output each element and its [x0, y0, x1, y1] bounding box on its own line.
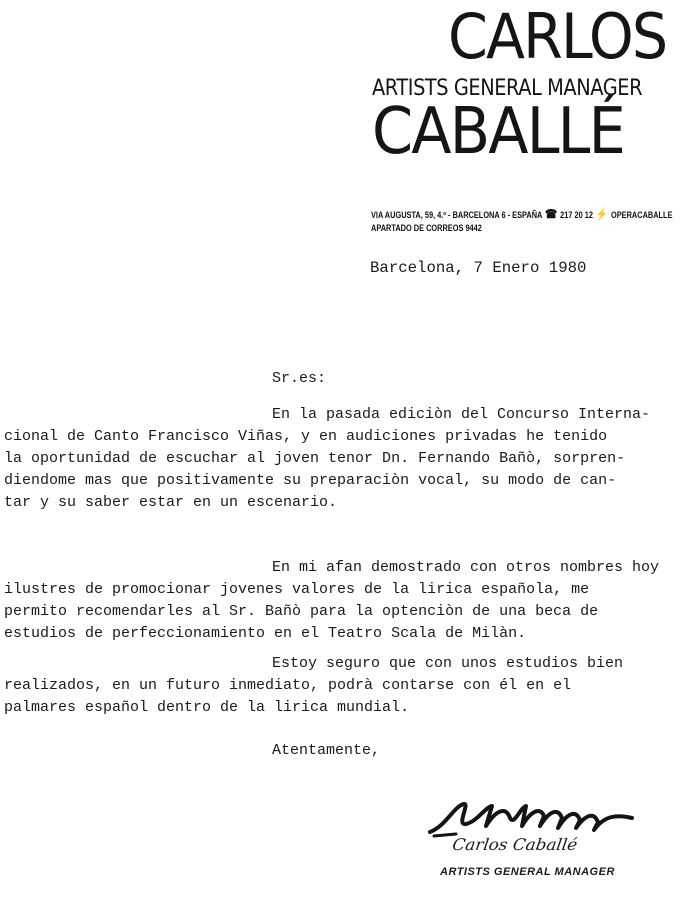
- paragraph-line: diendome mas que positivamente su preparaciòn vocal, su modo de can-: [4, 472, 617, 489]
- paragraph-2: [4, 557, 692, 645]
- phone-number: 217 20 12: [560, 210, 593, 220]
- address-line1: VIA AUGUSTA, 59, 4.º - BARCELONA 6 - ESPAÑA: [371, 210, 543, 220]
- paragraph-line: ilustres de promocionar jovenes valores de la lirica española, me: [4, 581, 590, 598]
- paragraph-line: En mi afan demostrado con otros nombres hoy: [272, 559, 660, 576]
- letterhead-title: ARTISTS GENERAL MANAGER: [372, 76, 643, 101]
- letterhead-address: [371, 207, 673, 233]
- signature-title: ARTISTS GENERAL MANAGER: [440, 866, 615, 878]
- letterhead-name-bottom: CABALLÉ: [372, 95, 624, 169]
- paragraph-line: Estoy seguro que con unos estudios bien: [272, 655, 624, 672]
- telegram-address: OPERACABALLE: [610, 210, 673, 220]
- phone-icon: ☎: [544, 207, 558, 221]
- paragraph-line: palmares español dentro de la lirica mundial.: [4, 699, 410, 716]
- paragraph-line: estudios de perfeccionamiento en el Teatro Scala de Milàn.: [4, 625, 527, 642]
- address-line2: APARTADO DE CORREOS 9442: [371, 223, 482, 233]
- telegram-icon: ⚡: [595, 207, 609, 221]
- paragraph-line: realizados, en un futuro inmediato, podrà contarse con él en el: [4, 677, 572, 694]
- paragraph-line: la oportunidad de escuchar al joven tenor Dn. Fernando Bañò, sorpren-: [4, 450, 626, 467]
- paragraph-line: cional de Canto Francisco Viñas, y en audiciones privadas he tenido: [4, 428, 608, 445]
- paragraph-line: tar y su saber estar en un escenario.: [4, 494, 338, 511]
- letter-date: Barcelona, 7 Enero 1980: [370, 259, 587, 277]
- letterhead-name-top: CARLOS: [448, 0, 667, 73]
- paragraph-line: En la pasada ediciòn del Concurso Interna-: [272, 406, 651, 423]
- paragraph-line: permito recomendarles al Sr. Bañò para la optenciòn de una beca de: [4, 603, 599, 620]
- paragraph-1: [4, 404, 692, 514]
- paragraph-3: [4, 653, 692, 719]
- signature-name: Carlos Caballé: [451, 835, 579, 854]
- closing: Atentamente,: [272, 742, 381, 759]
- handwritten-signature: [426, 796, 646, 838]
- salutation: Sr.es:: [272, 370, 327, 387]
